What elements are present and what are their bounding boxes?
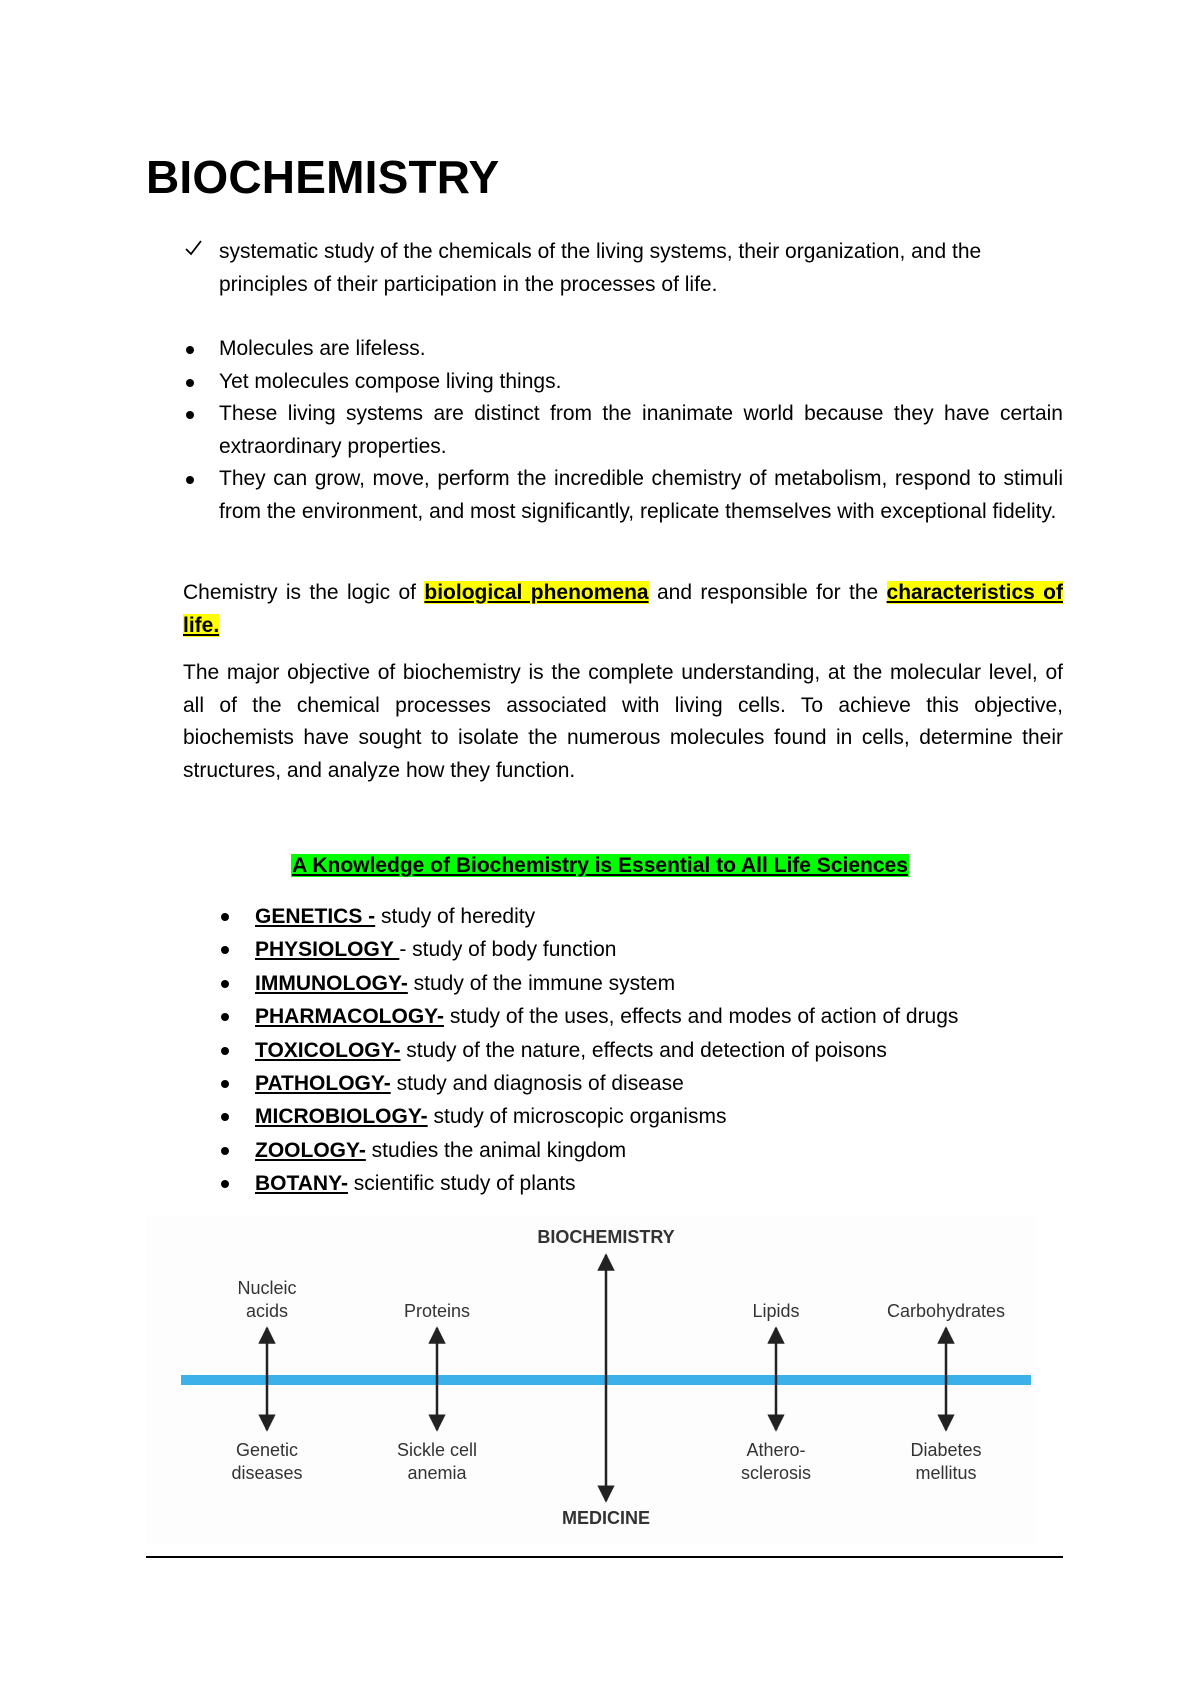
highlight-characteristics-of-life: characteristics of life. [183, 581, 1063, 637]
bullet-icon [221, 1047, 229, 1055]
pair-top-label: Lipids [752, 1301, 800, 1321]
sciences-list [219, 900, 1059, 1201]
bullet-icon [221, 1113, 229, 1121]
list-item: They can grow, move, perform the incredible chemistry of metabolism, respond to stimuli from the environment, and most significantly, replicate themselves with exceptional fidelity. [183, 463, 1063, 528]
list-item: TOXICOLOGY- study of the nature, effects and detection of poisons [219, 1034, 1059, 1067]
bullet-icon [221, 946, 229, 954]
pair-bottom-label: Diabetes [910, 1440, 982, 1460]
section-heading: A Knowledge of Biochemistry is Essential to All Life Sciences [292, 854, 908, 877]
biochemistry-medicine-diagram [146, 1215, 1036, 1545]
diagram-bottom-label: MEDICINE [561, 1508, 651, 1528]
bullet-icon [221, 913, 229, 921]
bullet-icon [221, 1180, 229, 1188]
bullet-icon [221, 1147, 229, 1155]
logic-paragraph: Chemistry is the logic of biological phenomena and responsible for the characteristics of life. [183, 581, 1063, 637]
pair-top-label: Carbohydrates [886, 1301, 1006, 1321]
bullet-icon [221, 1080, 229, 1088]
pair-bottom-label: diseases [231, 1463, 303, 1483]
bullet-icon [186, 476, 194, 484]
list-item: PATHOLOGY- study and diagnosis of disease [219, 1067, 1059, 1100]
pair-bottom-label: Athero- [746, 1440, 806, 1460]
list-item: GENETICS - study of heredity [219, 900, 1059, 933]
definition-item [183, 236, 1063, 301]
pair-bottom-label: anemia [407, 1463, 467, 1483]
list-item: Molecules are lifeless. [183, 333, 1063, 366]
diagram-top-label: BIOCHEMISTRY [537, 1227, 675, 1247]
list-item: Yet molecules compose living things. [183, 366, 1063, 399]
list-item: BOTANY- scientific study of plants [219, 1167, 1059, 1200]
bullet-icon [221, 1013, 229, 1021]
list-item: MICROBIOLOGY- study of microscopic organisms [219, 1100, 1059, 1133]
check-mark-icon [183, 236, 203, 269]
objective-paragraph: The major objective of biochemistry is the complete understanding, at the molecular level, of all of the chemical processes associated with living cells. To achieve this objective, biochemists have sought to isolate the numerous molecules found in cells, determine their structures, and analyze how they function. [183, 661, 1063, 782]
list-item: PHYSIOLOGY - study of body function [219, 933, 1059, 966]
bullet-icon [186, 346, 194, 354]
pair-bottom-label: mellitus [915, 1463, 977, 1483]
definition-text: systematic study of the chemicals of the living systems, their organization, and the principles of their participation in the processes of life. [219, 240, 982, 296]
pair-top-label: Nucleic [237, 1278, 297, 1298]
bullet-icon [186, 411, 194, 419]
list-item: These living systems are distinct from the inanimate world because they have certain extraordinary properties. [183, 398, 1063, 463]
bottom-rule [146, 1556, 1063, 1558]
bullet-icon [186, 379, 194, 387]
properties-list [183, 333, 1063, 528]
list-item: IMMUNOLOGY- study of the immune system [219, 967, 1059, 1000]
pair-top-label: Proteins [403, 1301, 471, 1321]
pair-bottom-label: Sickle cell [396, 1440, 478, 1460]
list-item: ZOOLOGY- studies the animal kingdom [219, 1134, 1059, 1167]
pair-top-label: acids [245, 1301, 289, 1321]
page-title: BIOCHEMISTRY [146, 151, 500, 203]
pair-bottom-label: Genetic [235, 1440, 299, 1460]
list-item: PHARMACOLOGY- study of the uses, effects and modes of action of drugs [219, 1000, 1059, 1033]
highlight-biological-phenomena: biological phenomena [424, 581, 649, 604]
bullet-icon [221, 980, 229, 988]
pair-bottom-label: sclerosis [740, 1463, 812, 1483]
